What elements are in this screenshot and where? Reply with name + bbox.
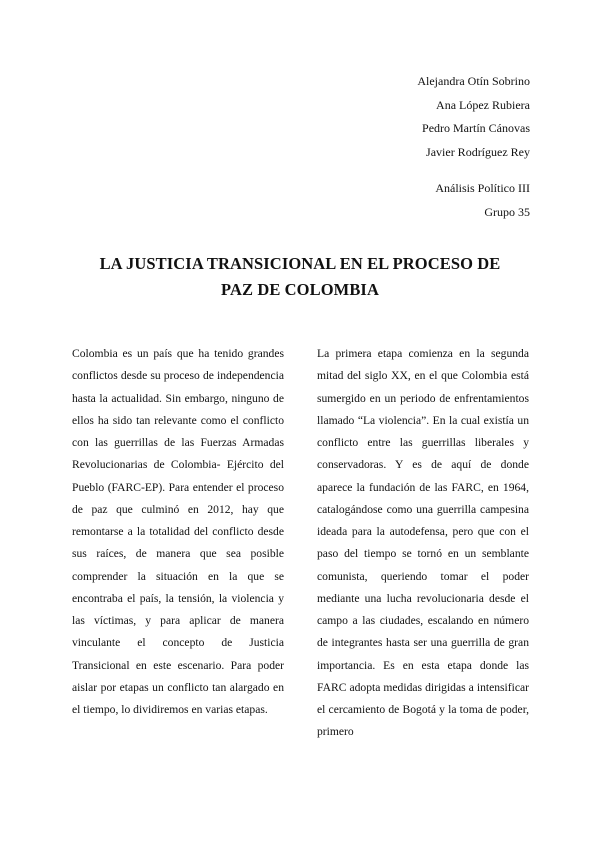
body-column-right: La primera etapa comienza en la segunda mitad del siglo XX, en el que Colombia está sumergido en un periodo de enfrentamientos llamado “La violencia”. En la cual existía un conflicto entre las guerrillas liberales y conservadoras. Y es de aquí de donde aparece la fundación de las FARC, en 1964, catalogándose como una guerrilla campesina ideada para la autodefensa, pero que con el paso del tiempo se tornó en un semblante comunista, queriendo tomar el poder mediante una lucha revolucionaria desde el campo a las ciudades, escalando en número de integrantes hasta ser una guerrilla de gran importancia. Es en esta etapa donde las FARC adopta medidas dirigidas a intensificar el cercamiento de Bogotá y la toma de poder, primero [317, 347, 529, 739]
author-list [417, 70, 530, 164]
course-info [435, 177, 530, 224]
title-line-2: PAZ DE COLOMBIA [221, 280, 379, 299]
author-name: Ana López Rubiera [436, 97, 530, 112]
course-group: Grupo 35 [484, 204, 530, 219]
course-subject: Análisis Político III [435, 181, 530, 195]
body-column-left: Colombia es un país que ha tenido grandes conflictos desde su proceso de independencia hasta la actualidad. Sin embargo, ninguno de ellos ha sido tan relevante como el conflicto con las guerrillas de las Fuerzas Armadas Revolucionarias de Colombia- Ejército del Pueblo (FARC-EP). Para entender el proceso de paz que culminó en 2012, hay que remontarse a la totalidad del conflicto desde sus raíces, de manera que sea posible comprender la situación en la que se encontraba el país, la tensión, la violencia y las víctimas, y para aplicar de manera vinculante el concepto de Justicia Transicional en este escenario. Para poder aislar por etapas un conflicto tan alargado en el tiempo, lo dividiremos en varias etapas. [72, 347, 284, 716]
title-line-1: LA JUSTICIA TRANSICIONAL EN EL PROCESO DE [99, 254, 501, 273]
author-name: Javier Rodríguez Rey [426, 144, 530, 159]
document-title [70, 251, 530, 303]
author-name: Pedro Martín Cánovas [422, 121, 530, 135]
author-name: Alejandra Otín Sobrino [417, 74, 530, 88]
